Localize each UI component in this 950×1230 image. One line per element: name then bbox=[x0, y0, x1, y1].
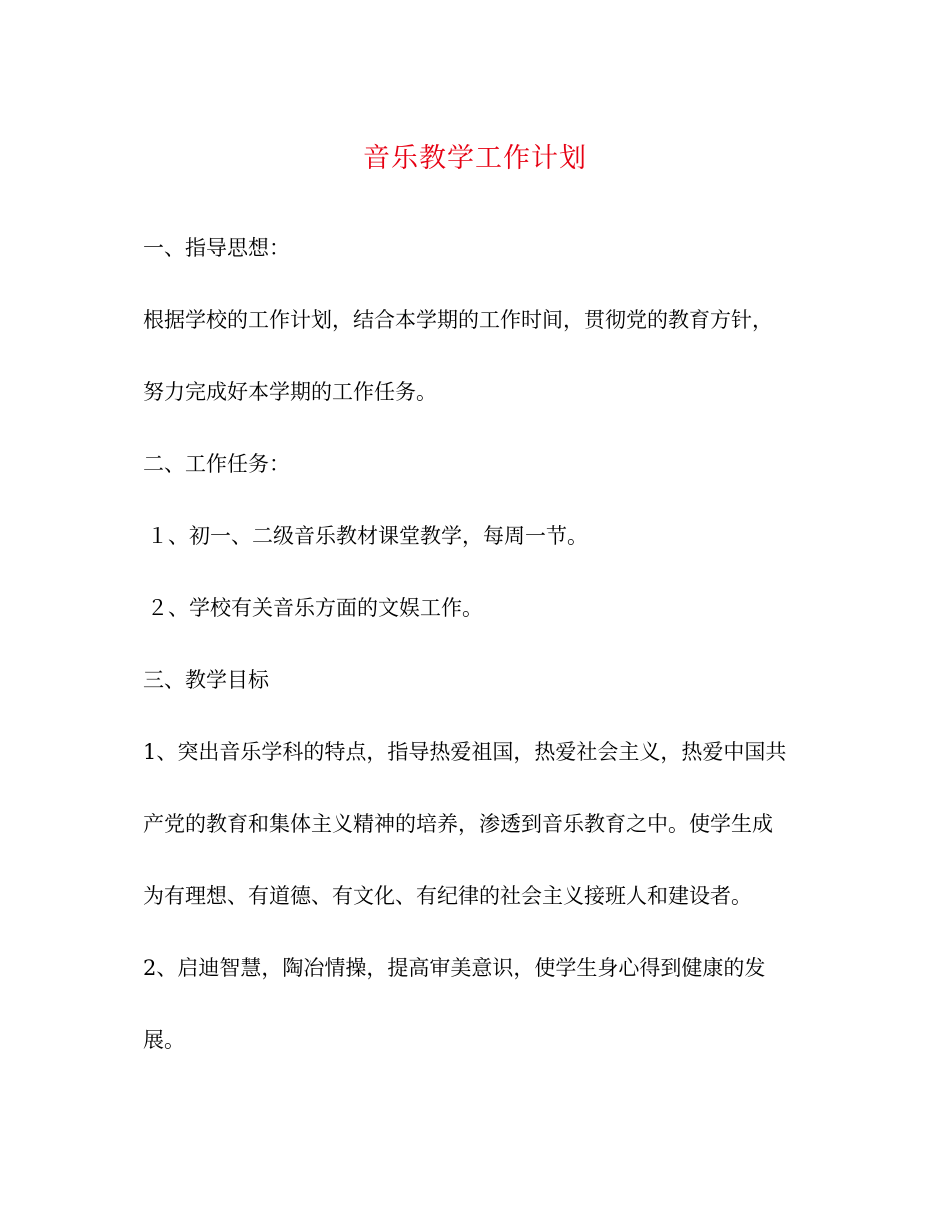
paragraph-line: 为有理想、有道德、有文化、有纪律的社会主义接班人和建设者。 bbox=[143, 884, 752, 908]
paragraph-line: 展。 bbox=[143, 1028, 185, 1052]
paragraph-line: 努力完成好本学期的工作任务。 bbox=[143, 380, 437, 404]
paragraph-line: 根据学校的工作计划，结合本学期的工作时间，贯彻党的教育方针， bbox=[143, 308, 773, 332]
list-item: １、初一、二级音乐教材课堂教学，每周一节。 bbox=[147, 524, 588, 548]
section-heading-guiding-ideology: 一、指导思想： bbox=[143, 236, 290, 260]
paragraph-line: 2、启迪智慧，陶冶情操，提高审美意识，使学生身心得到健康的发 bbox=[143, 956, 766, 980]
document-title: 音乐教学工作计划 bbox=[363, 143, 587, 174]
section-heading-teaching-goals: 三、教学目标 bbox=[143, 668, 269, 692]
paragraph-line: 产党的教育和集体主义精神的培养，渗透到音乐教育之中。使学生成 bbox=[143, 812, 773, 836]
paragraph-line: 1、突出音乐学科的特点，指导热爱祖国，热爱社会主义，热爱中国共 bbox=[143, 740, 787, 764]
list-item: ２、学校有关音乐方面的文娱工作。 bbox=[147, 596, 483, 620]
section-heading-work-tasks: 二、工作任务： bbox=[143, 452, 290, 476]
